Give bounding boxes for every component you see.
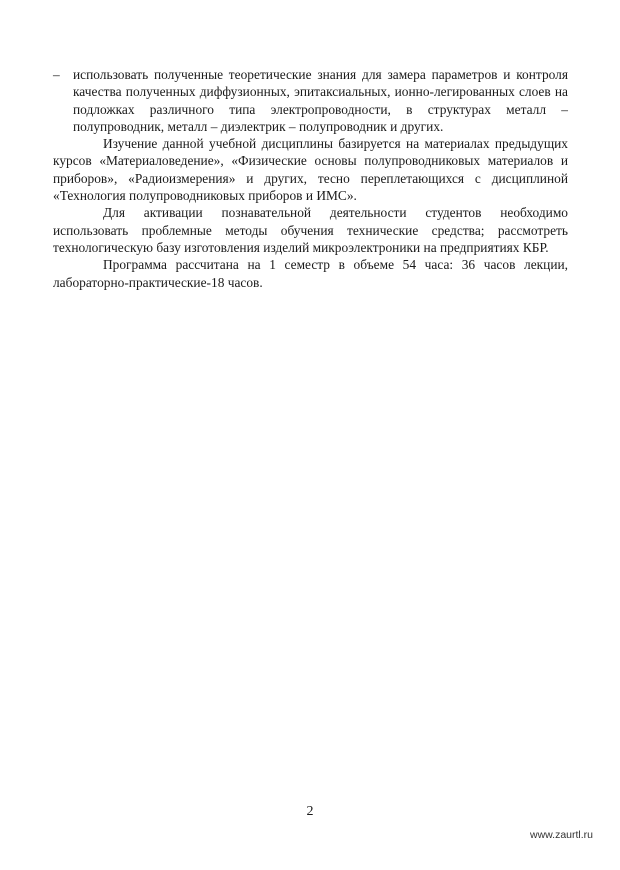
document-body bbox=[53, 66, 568, 291]
bullet-text: использовать полученные теоретические знания для замера параметров и контроля качества полученных диффузионных, эпитаксиальных, ионно-легированных слоев на подложках различного типа электропроводности, в структурах металл – полупроводник, металл – диэлектрик – полупроводник и других. bbox=[73, 67, 568, 134]
bullet-list-item bbox=[53, 66, 568, 135]
page-number: 2 bbox=[306, 804, 314, 819]
paragraph-prerequisites: Изучение данной учебной дисциплины базируется на материалах предыдущих курсов «Материаловедение», «Физические основы полупроводниковых материалов и приборов», «Радиоизмерения» и других, тесно переплетающихся с дисциплиной «Технология полупроводниковых приборов и ИМС». bbox=[53, 136, 568, 204]
bullet-dash: – bbox=[53, 67, 60, 82]
paragraph-program-hours: Программа рассчитана на 1 семестр в объеме 54 часа: 36 часов лекции, лабораторно-практические-18 часов. bbox=[53, 257, 568, 290]
paragraph-teaching-methods: Для активации познавательной деятельности студентов необходимо использовать проблемные методы обучения технические средства; рассмотреть технологическую базу изготовления изделий микроэлектроники на предприятиях КБР. bbox=[53, 205, 568, 255]
site-url-watermark: www.zaurtl.ru bbox=[529, 829, 593, 841]
